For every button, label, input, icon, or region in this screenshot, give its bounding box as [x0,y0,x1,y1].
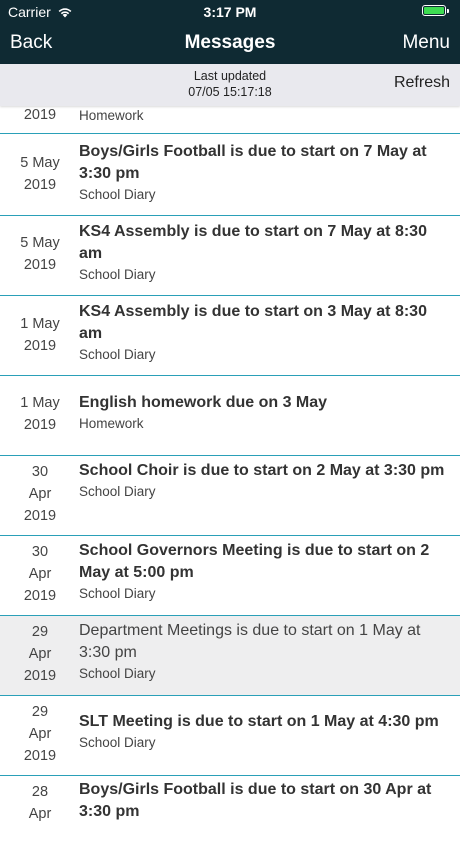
message-date-line: Apr [28,806,52,822]
back-button[interactable]: Back [10,32,53,53]
message-date-line: 5 May [20,235,60,251]
message-text: English homework due on 3 May [79,394,328,411]
message-date [0,461,80,527]
message-date [0,701,80,767]
message-row[interactable] [0,696,460,776]
message-date-line: 2019 [23,588,57,604]
message-row[interactable] [0,536,460,616]
message-text: SLT Meeting is due to start on 1 May at 4:30 pm [79,713,439,730]
message-text: Boys/Girls Football is due to start on 30 Apr at 3:30 pm [79,781,432,820]
message-category: School Diary [79,267,156,282]
message-date-line: 29 [31,704,49,720]
message-date-line: 1 May [20,316,60,332]
message-date-line: 2019 [23,338,57,354]
message-category: School Diary [79,347,156,362]
message-date-line: 2019 [23,257,57,273]
message-date [0,152,80,196]
message-category: School Diary [79,735,156,750]
message-category: Homework [79,416,144,431]
message-date-line: 5 May [20,155,60,171]
message-date-line: 2019 [23,417,57,433]
message-date-line: 30 [31,464,49,480]
message-content [79,141,448,204]
battery-icon [422,5,446,16]
menu-button[interactable]: Menu [402,32,450,53]
message-row[interactable] [0,134,460,216]
message-date-line: 30 [31,544,49,560]
message-content [79,620,448,683]
message-date-line: Apr [28,646,52,662]
message-date-line: 2019 [23,748,57,764]
message-date-line: 2019 [23,177,57,193]
message-text: KS4 Assembly is due to start on 3 May at 8:30 am [79,303,427,342]
message-date-line: Apr [28,726,52,742]
message-content [79,392,448,433]
message-date-line: Apr [28,566,52,582]
message-content [79,540,448,603]
last-updated-bar [0,64,460,106]
message-text: School Governors Meeting is due to start on 2 May at 5:00 pm [79,542,430,581]
message-category: School Diary [79,187,156,202]
battery-nub [447,9,449,13]
last-updated-info [0,68,460,100]
message-text: School Choir is due to start on 2 May at 3:30 pm [79,462,445,479]
last-updated-label: Last updated [193,69,267,83]
refresh-button[interactable]: Refresh [393,74,450,91]
message-row[interactable] [0,296,460,376]
message-content [79,711,448,752]
message-date [0,781,80,825]
message-date-line: 2019 [23,107,57,123]
message-content [79,460,448,501]
message-row[interactable] [0,776,460,856]
message-date-line: 1 May [20,395,60,411]
message-row[interactable] [0,216,460,296]
message-content [79,221,448,284]
message-text: Department Meetings is due to start on 1 May at 3:30 pm [79,622,421,661]
message-date [0,104,80,126]
message-date [0,232,80,276]
message-category: School Diary [79,484,156,499]
message-date-line: 28 [31,784,49,800]
message-category: School Diary [79,586,156,601]
message-content [79,779,448,823]
carrier-label: Carrier [8,4,51,20]
message-text: KS4 Assembly is due to start on 7 May at 8:30 am [79,223,427,262]
message-row[interactable] [0,456,460,536]
message-row[interactable] [0,376,460,456]
message-date-line: Apr [28,486,52,502]
message-category: School Diary [79,666,156,681]
message-date [0,392,80,436]
message-date [0,313,80,357]
message-text: Boys/Girls Football is due to start on 7 May at 3:30 pm [79,143,427,182]
battery-fill [424,7,444,14]
last-updated-time: 07/05 15:17:18 [188,85,272,99]
message-date [0,541,80,607]
message-content [79,301,448,364]
message-content [79,106,448,125]
status-bar [0,0,460,22]
message-date [0,621,80,687]
top-bar [0,0,460,64]
message-category: Homework [79,108,144,123]
page-title: Messages [184,32,276,53]
navigation-bar [0,22,460,64]
message-date-line: 2019 [23,668,57,684]
message-date-line: 2019 [23,508,57,524]
message-row[interactable] [0,616,460,696]
message-date-line: 29 [31,624,49,640]
status-time: 3:17 PM [203,4,257,20]
